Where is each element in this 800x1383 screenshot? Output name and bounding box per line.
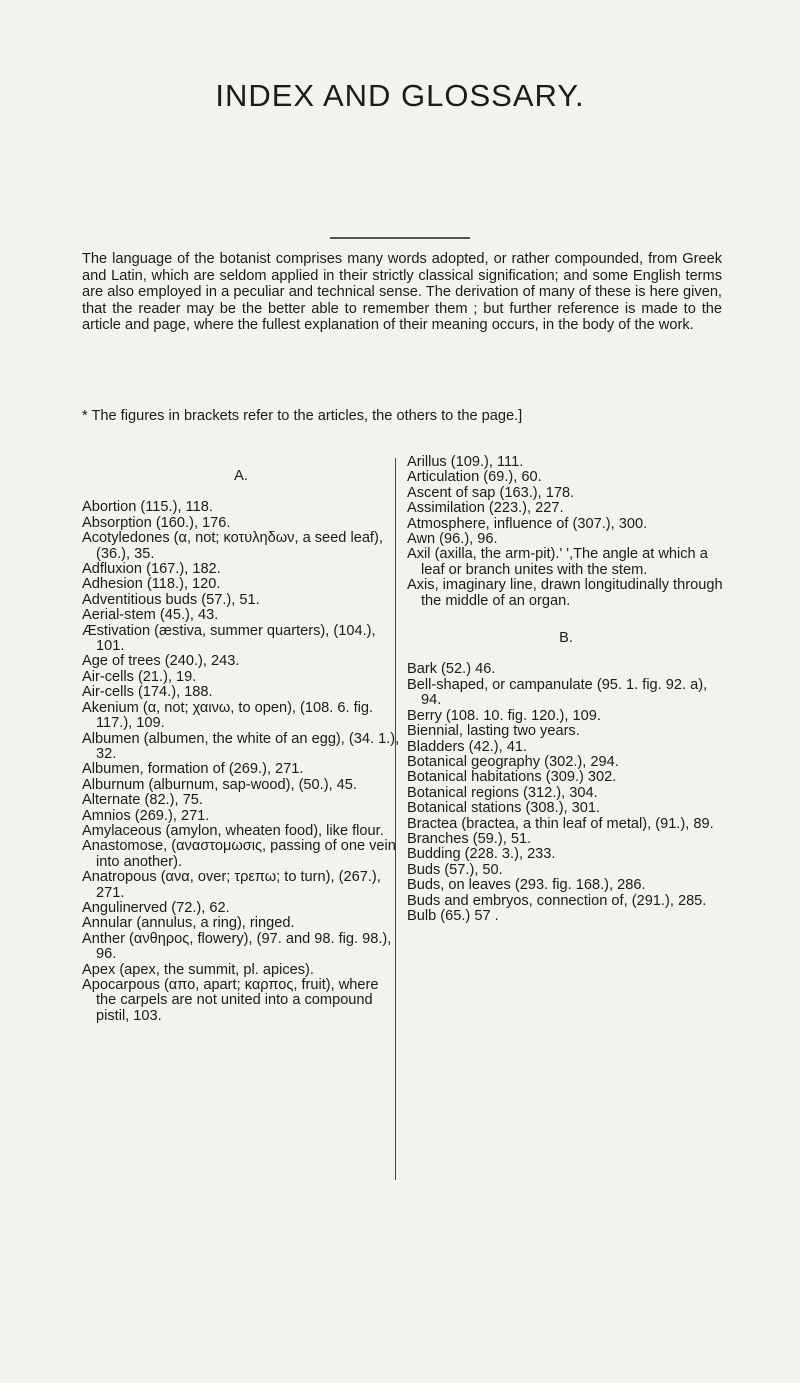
entry-list-b — [407, 662, 725, 924]
index-entry: Bulb (65.) 57 . — [407, 907, 499, 924]
index-entry: Adventitious buds (57.), 51. — [82, 591, 260, 608]
index-entry: Arillus (109.), 111. — [407, 454, 524, 470]
index-entry: Air-cells (174.), 188. — [82, 684, 213, 701]
index-entry: Anatropous (ανα, over; τρεπω; to turn), (267.), 271. — [82, 869, 381, 901]
index-entry: Bractea (bractea, a thin leaf of metal), (91.), 89. — [407, 815, 714, 832]
index-entry: Buds (57.), 50. — [407, 861, 503, 878]
index-entry: Akenium (α, not; χαινω, to open), (108. 6. fig. 117.), 109. — [82, 699, 374, 732]
index-entry: Buds, on leaves (293. fig. 168.), 286. — [407, 877, 646, 894]
index-entry: Biennial, lasting two years. — [407, 723, 580, 740]
index-entry: Botanical stations (308.), 301. — [407, 800, 601, 817]
index-entry: Absorption (160.), 176. — [82, 514, 231, 531]
index-entry: Alburnum (alburnum, sap-wood), (50.), 45. — [82, 776, 357, 793]
index-entry: Acotyledones (α, not; κοτυληδων, a seed leaf), (36.), 35. — [82, 530, 383, 562]
section-letter-b: B. — [559, 630, 573, 647]
entry-list-a — [82, 500, 400, 1024]
index-entry: Amnios (269.), 271. — [82, 807, 210, 824]
index-entry: Buds and embryos, connection of, (291.), 285. — [407, 892, 707, 909]
index-entry: Berry (108. 10. fig. 120.), 109. — [407, 707, 601, 724]
index-entry: Age of trees (240.), 243. — [82, 653, 240, 670]
index-entry: Albumen (albumen, the white of an egg), (34. 1.), 32. — [82, 730, 400, 762]
index-entry: Bell-shaped, or campanulate (95. 1. fig. 92. a), 94. — [407, 676, 708, 709]
index-entry: Aerial-stem (45.), 43. — [82, 607, 219, 624]
index-entry: Axis, imaginary line, drawn longitudinally through the middle of an organ. — [407, 577, 723, 609]
index-entry: Assimilation (223.), 227. — [407, 500, 564, 517]
index-entry: Ascent of sap (163.), 178. — [407, 484, 575, 501]
index-entry: Botanical regions (312.), 304. — [407, 784, 598, 801]
intro-paragraph: The language of the botanist comprises many words adopted, or rather compounded, from Greek and Latin, which are seldom applied in their strictly classical signification; and some English terms are also employed in a peculiar and technical sense. The derivation of many of these is here given, that the reader may be the better able to remember them ; but further reference is made to the article and page, where the fullest explanation of their meaning occurs, in the body of the work. — [82, 251, 722, 334]
index-entry: Botanical habitations (309.) 302. — [407, 769, 617, 786]
section-letter-a: A. — [234, 468, 248, 484]
index-entry: Adfluxion (167.), 182. — [82, 561, 221, 578]
index-entry: Apex (apex, the summit, pl. apices). — [82, 961, 314, 978]
index-entry: Albumen, formation of (269.), 271. — [82, 761, 304, 778]
column-divider — [395, 458, 396, 1180]
index-entry: Apocarpous (απο, apart; καρπος, fruit), where the carpels are not united into a compound pistil, 103. — [82, 977, 379, 1024]
index-entry: Atmosphere, influence of (307.), 300. — [407, 515, 648, 532]
index-entry: Alternate (82.), 75. — [82, 792, 203, 809]
left-column — [82, 455, 400, 1024]
index-entry: Angulinerved (72.), 62. — [82, 899, 230, 916]
entry-list-a-continued — [407, 455, 725, 609]
index-entry: Æstivation (æstiva, summer quarters), (104.), 101. — [82, 622, 376, 655]
index-entry: Amylaceous (amylon, wheaten food), like flour. — [82, 822, 384, 839]
index-entry: Air-cells (21.), 19. — [82, 668, 197, 685]
index-entry: Articulation (69.), 60. — [407, 469, 542, 486]
index-entry: Axil (axilla, the arm-pit).' ',The angle at which a leaf or branch unites with the stem. — [407, 546, 708, 578]
index-entry: Anther (ανθηρος, flowery), (97. and 98. fig. 98.), 96. — [82, 930, 392, 963]
page-title: INDEX AND GLOSSARY. — [215, 78, 585, 113]
index-entry: Bark (52.) 46. — [407, 661, 496, 678]
index-entry: Abortion (115.), 118. — [82, 499, 213, 516]
index-entry: Awn (96.), 96. — [407, 531, 498, 548]
index-entry: Botanical geography (302.), 294. — [407, 753, 619, 770]
index-entry: Anastomose, (αναστομωσις, passing of one vein into another). — [82, 838, 396, 870]
index-entry: Budding (228. 3.), 233. — [407, 846, 556, 863]
title-rule — [330, 237, 470, 239]
index-entry: Bladders (42.), 41. — [407, 738, 528, 755]
index-entry: Annular (annulus, a ring), ringed. — [82, 915, 295, 932]
footnote: * The figures in brackets refer to the articles, the others to the page.] — [82, 408, 523, 424]
index-entry: Adhesion (118.), 120. — [82, 576, 221, 593]
index-entry: Branches (59.), 51. — [407, 830, 532, 847]
right-column — [407, 455, 725, 924]
